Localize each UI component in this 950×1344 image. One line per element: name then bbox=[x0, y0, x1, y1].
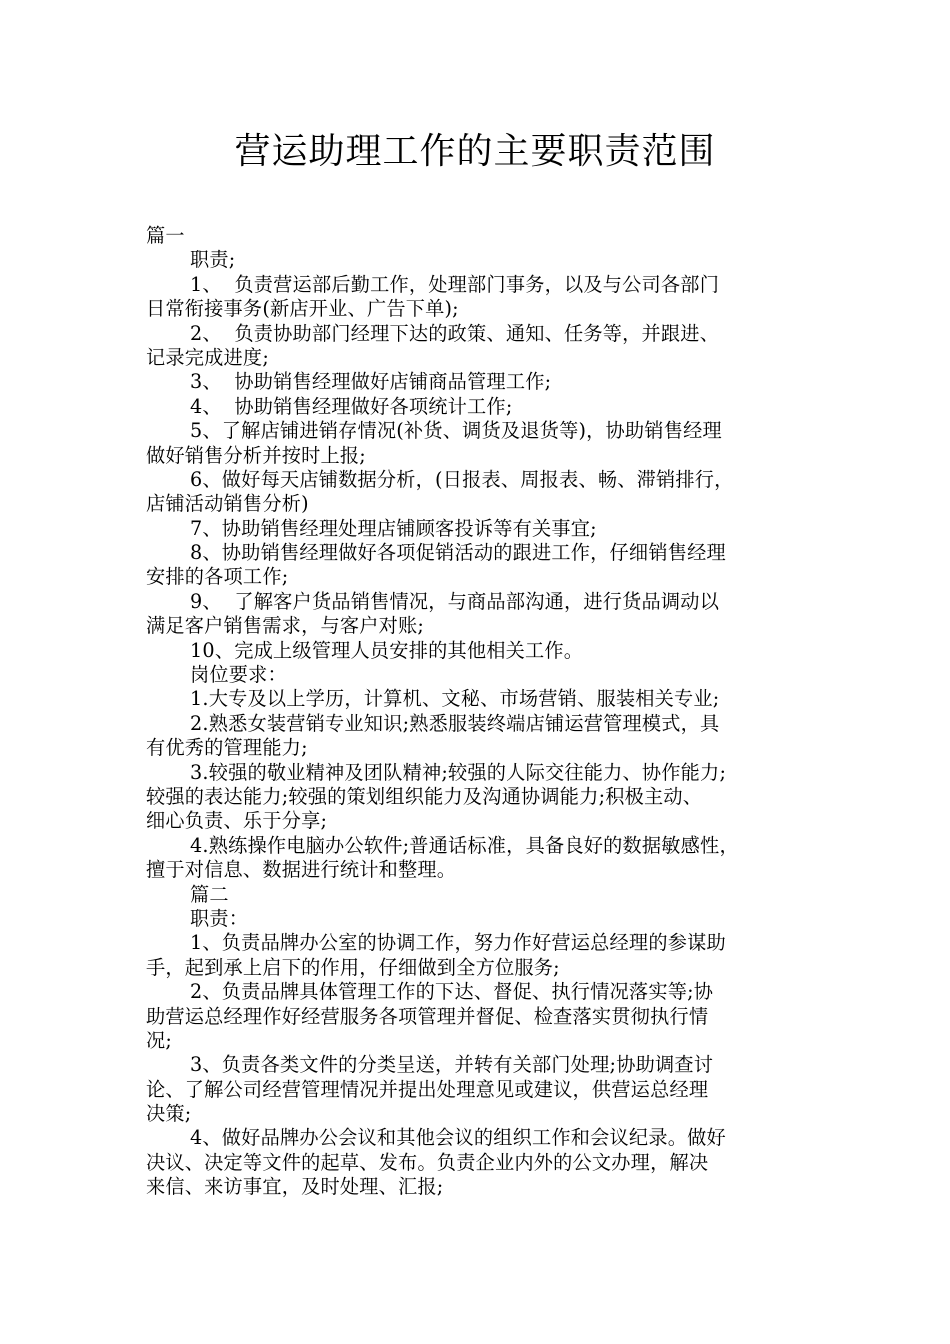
body-line: 3、负责各类文件的分类呈送，并转有关部门处理;协助调查讨 bbox=[190, 1053, 714, 1077]
body-line: 况; bbox=[146, 1028, 173, 1052]
body-line: 1、 负责营运部后勤工作，处理部门事务，以及与公司各部门 bbox=[190, 272, 720, 296]
body-line: 决策; bbox=[146, 1102, 192, 1126]
body-line: 2、 负责协助部门经理下达的政策、通知、任务等，并跟进、 bbox=[190, 321, 720, 345]
body-line: 决议、决定等文件的起草、发布。负责企业内外的公文办理，解决 bbox=[146, 1150, 709, 1174]
document-body bbox=[146, 224, 814, 1200]
body-line: 1、负责品牌办公室的协调工作，努力作好营运总经理的参谋助 bbox=[190, 931, 726, 955]
body-line: 3、 协助销售经理做好店铺商品管理工作; bbox=[190, 370, 552, 394]
body-line: 擅于对信息、数据进行统计和整理。 bbox=[146, 858, 457, 882]
body-line: 6、做好每天店铺数据分析，(日报表、周报表、畅、滞销排行， bbox=[190, 467, 734, 491]
body-line: 安排的各项工作; bbox=[146, 565, 289, 589]
body-line: 岗位要求： bbox=[190, 663, 287, 687]
body-line: 职责： bbox=[190, 906, 249, 930]
body-line: 3.较强的敬业精神及团队精神;较强的人际交往能力、协作能力; bbox=[190, 760, 727, 784]
body-line: 来信、来访事宜，及时处理、汇报; bbox=[146, 1175, 444, 1199]
document-title: 营运助理工作的主要职责范围 bbox=[234, 131, 716, 172]
body-line: 记录完成进度; bbox=[146, 345, 269, 369]
body-line: 5、了解店铺进销存情况(补货、调货及退货等)，协助销售经理 bbox=[190, 419, 722, 443]
body-line: 4.熟练操作电脑办公软件;普通话标准，具备良好的数据敏感性， bbox=[190, 833, 739, 857]
body-line: 篇二 bbox=[190, 882, 229, 906]
body-line: 2.熟悉女装营销专业知识;熟悉服装终端店铺运营管理模式，具 bbox=[190, 711, 720, 735]
body-line: 店铺活动销售分析) bbox=[146, 492, 309, 516]
body-line: 有优秀的管理能力; bbox=[146, 736, 308, 760]
body-line: 1.大专及以上学历，计算机、文秘、市场营销、服装相关专业; bbox=[190, 687, 720, 711]
body-line: 职责; bbox=[190, 248, 236, 272]
body-line: 满足客户销售需求，与客户对账; bbox=[146, 614, 425, 638]
body-line: 4、做好品牌办公会议和其他会议的组织工作和会议纪录。做好 bbox=[190, 1126, 726, 1150]
body-line: 日常衔接事务(新店开业、广告下单); bbox=[146, 297, 459, 321]
body-line: 4、 协助销售经理做好各项统计工作; bbox=[190, 394, 513, 418]
body-line: 细心负责、乐于分享; bbox=[146, 809, 328, 833]
body-line: 论、了解公司经营管理情况并提出处理意见或建议，供营运总经理 bbox=[146, 1077, 709, 1101]
body-line: 8、协助销售经理做好各项促销活动的跟进工作，仔细销售经理 bbox=[190, 541, 726, 565]
body-line: 10、完成上级管理人员安排的其他相关工作。 bbox=[190, 638, 584, 662]
body-line: 7、协助销售经理处理店铺顾客投诉等有关事宜; bbox=[190, 516, 597, 540]
body-line: 9、 了解客户货品销售情况，与商品部沟通，进行货品调动以 bbox=[190, 589, 720, 613]
body-line: 2、负责品牌具体管理工作的下达、督促、执行情况落实等;协 bbox=[190, 980, 714, 1004]
body-line: 做好销售分析并按时上报; bbox=[146, 443, 366, 467]
body-line: 手，起到承上启下的作用，仔细做到全方位服务; bbox=[146, 955, 560, 979]
body-line: 助营运总经理作好经营服务各项管理并督促、检查落实贯彻执行情 bbox=[146, 1004, 709, 1028]
body-line: 较强的表达能力;较强的策划组织能力及沟通协调能力;积极主动、 bbox=[146, 784, 703, 808]
body-line: 篇一 bbox=[146, 224, 185, 247]
